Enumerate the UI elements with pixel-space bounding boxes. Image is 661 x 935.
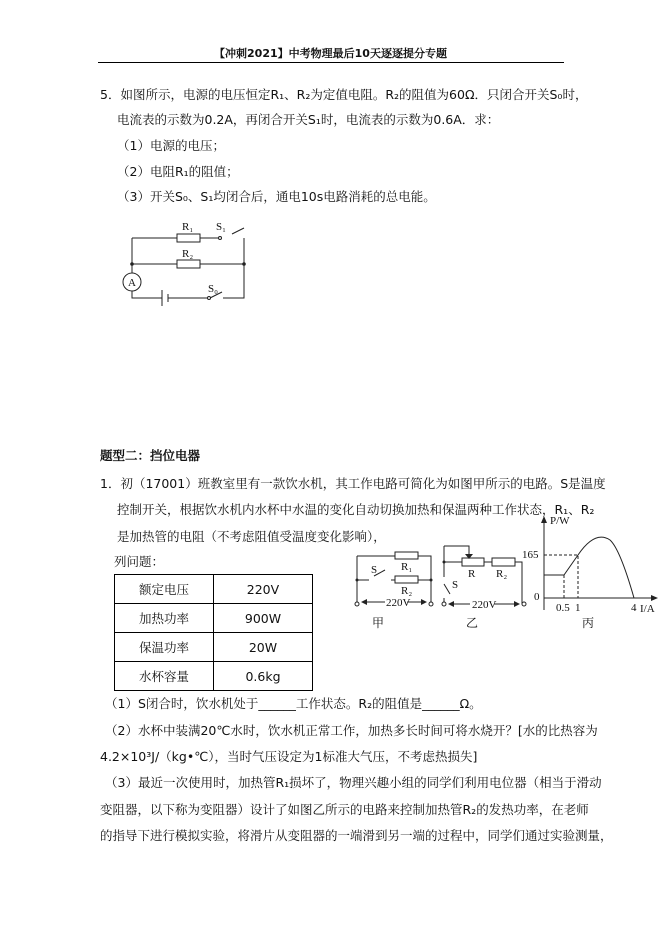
r1-label: R₁ [401,561,413,573]
q1-line: 控制开关，根据饮水机内水杯中水温的变化自动切换加热和保温两种工作状态，R₁、R₂ [117,502,595,517]
power-curve [544,537,634,598]
table-row [115,575,313,604]
cell: 220V [214,575,313,604]
q1-question: 4.2×10³J/（kg•℃），当时气压设定为1标准大气压，不考虑热损失] [100,749,478,764]
q1-question: 的指导下进行模拟实验，将滑片从变阻器的一端滑到另一端的过程中，同学们通过实验测量， [100,828,613,843]
cell: 900W [214,604,313,633]
r2-label: R₂ [182,248,194,260]
figure-bing-graph [520,514,660,614]
q1-line: 列问题： [114,554,165,569]
header-rule [98,62,564,63]
s1-label: S₁ [216,221,226,233]
r2-label: R₂ [401,585,413,597]
cell: 加热功率 [115,604,214,633]
q5-line: （1）电源的电压； [117,138,225,153]
s0-label: S₀ [208,283,218,295]
s-label: S [452,579,459,591]
q1-question: （3）最近一次使用时，加热管R₁损坏了，物理兴趣小组的同学们利用电位器（相当于滑动 [105,775,602,790]
q5-line: 电流表的示数为0.2A，再闭合开关S₁时，电流表的示数为0.6A．求： [117,112,500,127]
table-row [115,662,313,691]
section-title: 题型二：挡位电器 [100,448,201,463]
voltage-label: 220V [386,597,411,609]
q5-line: 5．如图所示，电源的电压恒定R₁、R₂为定值电阻。R₂的阻值为60Ω．只闭合开关S₀时， [100,87,588,102]
q1-question: （2）水杯中装满20℃水时，饮水机正常工作，加热多长时间可将水烧开？[水的比热容为 [105,723,598,738]
cell: 水杯容量 [115,662,214,691]
table-row [115,633,313,662]
cell: 保温功率 [115,633,214,662]
y-axis-label: P/W [550,515,570,527]
q5-line: （3）开关S₀、S₁均闭合后，通电10s电路消耗的总电能。 [117,189,436,204]
q1-line: 1．初（17001）班教室里有一款饮水机，其工作电路可简化为如图甲所示的电路。S是温度 [100,476,606,491]
figure-yi [442,542,532,612]
caption-yi: 乙 [466,616,479,630]
caption-jia: 甲 [372,616,385,630]
x-tick-0-5: 0.5 [556,602,570,614]
cell: 额定电压 [115,575,214,604]
r2-label: R₂ [496,568,508,580]
cell: 20W [214,633,313,662]
x-tick-1: 1 [575,602,581,614]
origin-label: 0 [534,591,540,603]
table-row [115,604,313,633]
spec-table [114,574,313,691]
r-label: R [468,568,476,580]
q1-question: （1）S闭合时，饮水机处于______工作状态。R₂的阻值是______Ω。 [105,696,482,711]
q1-line: 是加热管的电阻（不考虑阻值受温度变化影响）， [117,529,386,544]
ammeter-label: A [128,277,136,289]
q5-line: （2）电阻R₁的阻值； [117,164,239,179]
x-axis-label: I/A [640,603,655,615]
s-label: S [371,564,378,576]
q1-question: 变阻器，以下称为变阻器）设计了如图乙所示的电路来控制加热管R₂的发热功率，在老师 [100,802,589,817]
r1-label: R₁ [182,221,194,233]
y-tick-165: 165 [522,549,539,561]
axes [544,520,654,610]
voltage-label: 220V [472,599,497,611]
x-tick-4: 4 [631,602,637,614]
caption-bing: 丙 [582,616,595,630]
page-header: 【冲刺2021】中考物理最后10天逐逐提分专题 [214,47,447,60]
q5-circuit-diagram [100,210,260,310]
cell: 0.6kg [214,662,313,691]
figure-jia [355,548,440,613]
